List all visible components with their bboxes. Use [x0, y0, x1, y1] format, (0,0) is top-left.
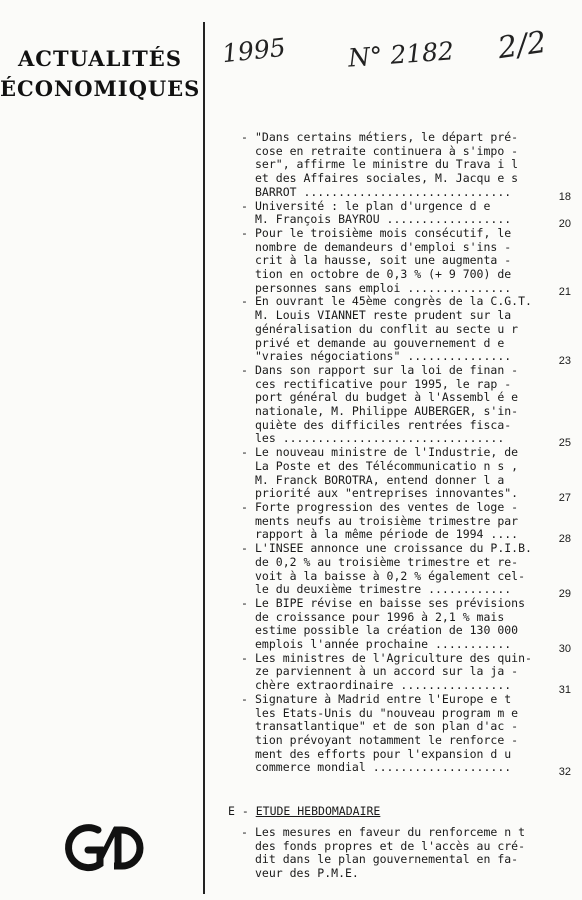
- publication-title: [0, 44, 200, 104]
- list-dash: -: [241, 691, 248, 706]
- publication-title-line2: ÉCONOMIQUES: [0, 76, 201, 101]
- toc-item: [241, 595, 571, 655]
- toc-item: [241, 225, 571, 299]
- list-dash: -: [241, 362, 248, 377]
- toc-item-text: Le nouveau ministre de l'Industrie, de La Poste et des Télécommunicatio n s , M. Franck BOROTRA, entend donner l a priorité aux "entreprises innovantes".: [255, 445, 519, 501]
- toc-item-text: "Dans certains métiers, le départ pré- cose en retraite continuera à s'impo - ser", affirme le ministre du Trava i l et des Affaires sociales, M. Jacqu e s BARROT ..............................: [255, 130, 519, 199]
- toc-item-page: 21: [558, 286, 571, 299]
- section-e-item: [241, 826, 541, 881]
- list-dash: -: [241, 825, 248, 839]
- toc-item-text: Forte progression des ventes de loge - ments neufs au troisième trimestre par rapport à la même période de 1994 ....: [255, 499, 519, 542]
- toc-item: [241, 294, 571, 367]
- toc-item-text: Pour le troisième mois consécutif, le nombre de demandeurs d'emploi s'ins - crit à la hausse, soit une augmenta - tion en octobre de 0,3 % (+ 9 700) de personnes sans emploi ...............: [255, 225, 512, 295]
- toc-item-page: 27: [558, 491, 571, 504]
- list-dash: -: [241, 198, 248, 213]
- toc-item-page: 18: [558, 190, 571, 203]
- handwritten-issue-number: N° 2182: [347, 36, 455, 73]
- toc-item: [241, 541, 571, 600]
- section-e-letter: E -: [228, 804, 249, 818]
- toc-item: [241, 362, 571, 450]
- section-e-title: ETUDE HEBDOMADAIRE: [255, 804, 381, 818]
- toc-item-page: 29: [558, 587, 571, 600]
- toc-item-text: Université : le plan d'urgence d e M. François BAYROU ..................: [255, 198, 512, 227]
- toc-item-page: 20: [558, 217, 571, 230]
- list-dash: -: [241, 294, 248, 309]
- handwritten-year: 1995: [220, 32, 287, 69]
- toc-item: [241, 198, 571, 230]
- toc-item-text: Signature à Madrid entre l'Europe e t les Etats-Unis du "nouveau program m e transatlantique" et de son plan d'ac - tion prévoyant notamment le renforce - ment des efforts pour l'expansion d u commerce mondial ....................: [255, 691, 519, 775]
- toc-item-text: Le BIPE révise en baisse ses prévisions de croissance pour 1996 à 2,1 % mais estime possible la création de 130 000 emplois l'année prochaine ...........: [255, 595, 526, 652]
- list-dash: -: [241, 650, 248, 665]
- toc-item-text: Dans son rapport sur la loi de finan - ces rectificative pour 1995, le rap - port général du budget à l'Assembl é e nationale, M. Philippe AUBERGER, s'in- quiète des difficiles rentrées fisca- les ................................: [255, 362, 519, 446]
- toc-item: [241, 650, 571, 696]
- section-e-heading: [228, 804, 380, 818]
- toc-item: [241, 445, 571, 504]
- list-dash: -: [241, 595, 248, 610]
- publication-title-line1: ACTUALITÉS: [18, 46, 182, 71]
- toc-item: [241, 691, 571, 779]
- list-dash: -: [241, 225, 248, 240]
- toc-item: [241, 130, 571, 203]
- list-dash: -: [241, 541, 248, 556]
- toc-item-page: 23: [558, 354, 571, 367]
- vertical-divider: [203, 22, 205, 894]
- section-e-item-text: Les mesures en faveur du renforceme n t des fonds propres et de l'accès au cré- dit dans le plan gouvernemental en fa- veur des P.M.E.: [255, 825, 526, 881]
- list-dash: -: [241, 499, 248, 514]
- handwritten-page-marker: 2/2: [495, 24, 549, 67]
- toc-item: [241, 499, 571, 546]
- toc-item-page: 31: [558, 683, 571, 696]
- list-dash: -: [241, 445, 248, 460]
- toc-item-text: L'INSEE annonce une croissance du P.I.B. de 0,2 % au troisième trimestre et re- voit à la baisse à 0,2 % également cel- le du deuxième trimestre ............: [255, 541, 532, 597]
- toc-item-text: Les ministres de l'Agriculture des quin- ze parviennent à un accord sur la ja - chère extraordinaire ................: [255, 650, 532, 693]
- toc-item-page: 25: [558, 437, 571, 450]
- gd-monogram-logo-icon: [60, 818, 150, 878]
- toc-item-page: 32: [558, 766, 571, 779]
- table-of-contents: [241, 130, 571, 779]
- toc-item-page: 30: [558, 642, 571, 655]
- toc-item-text: En ouvrant le 45ème congrès de la C.G.T. M. Louis VIANNET reste prudent sur la généralisation du conflit au secte u r privé et demande au gouvernement d e "vraies négociations" ...............: [255, 294, 532, 364]
- toc-item-page: 28: [558, 533, 571, 546]
- list-dash: -: [241, 130, 248, 144]
